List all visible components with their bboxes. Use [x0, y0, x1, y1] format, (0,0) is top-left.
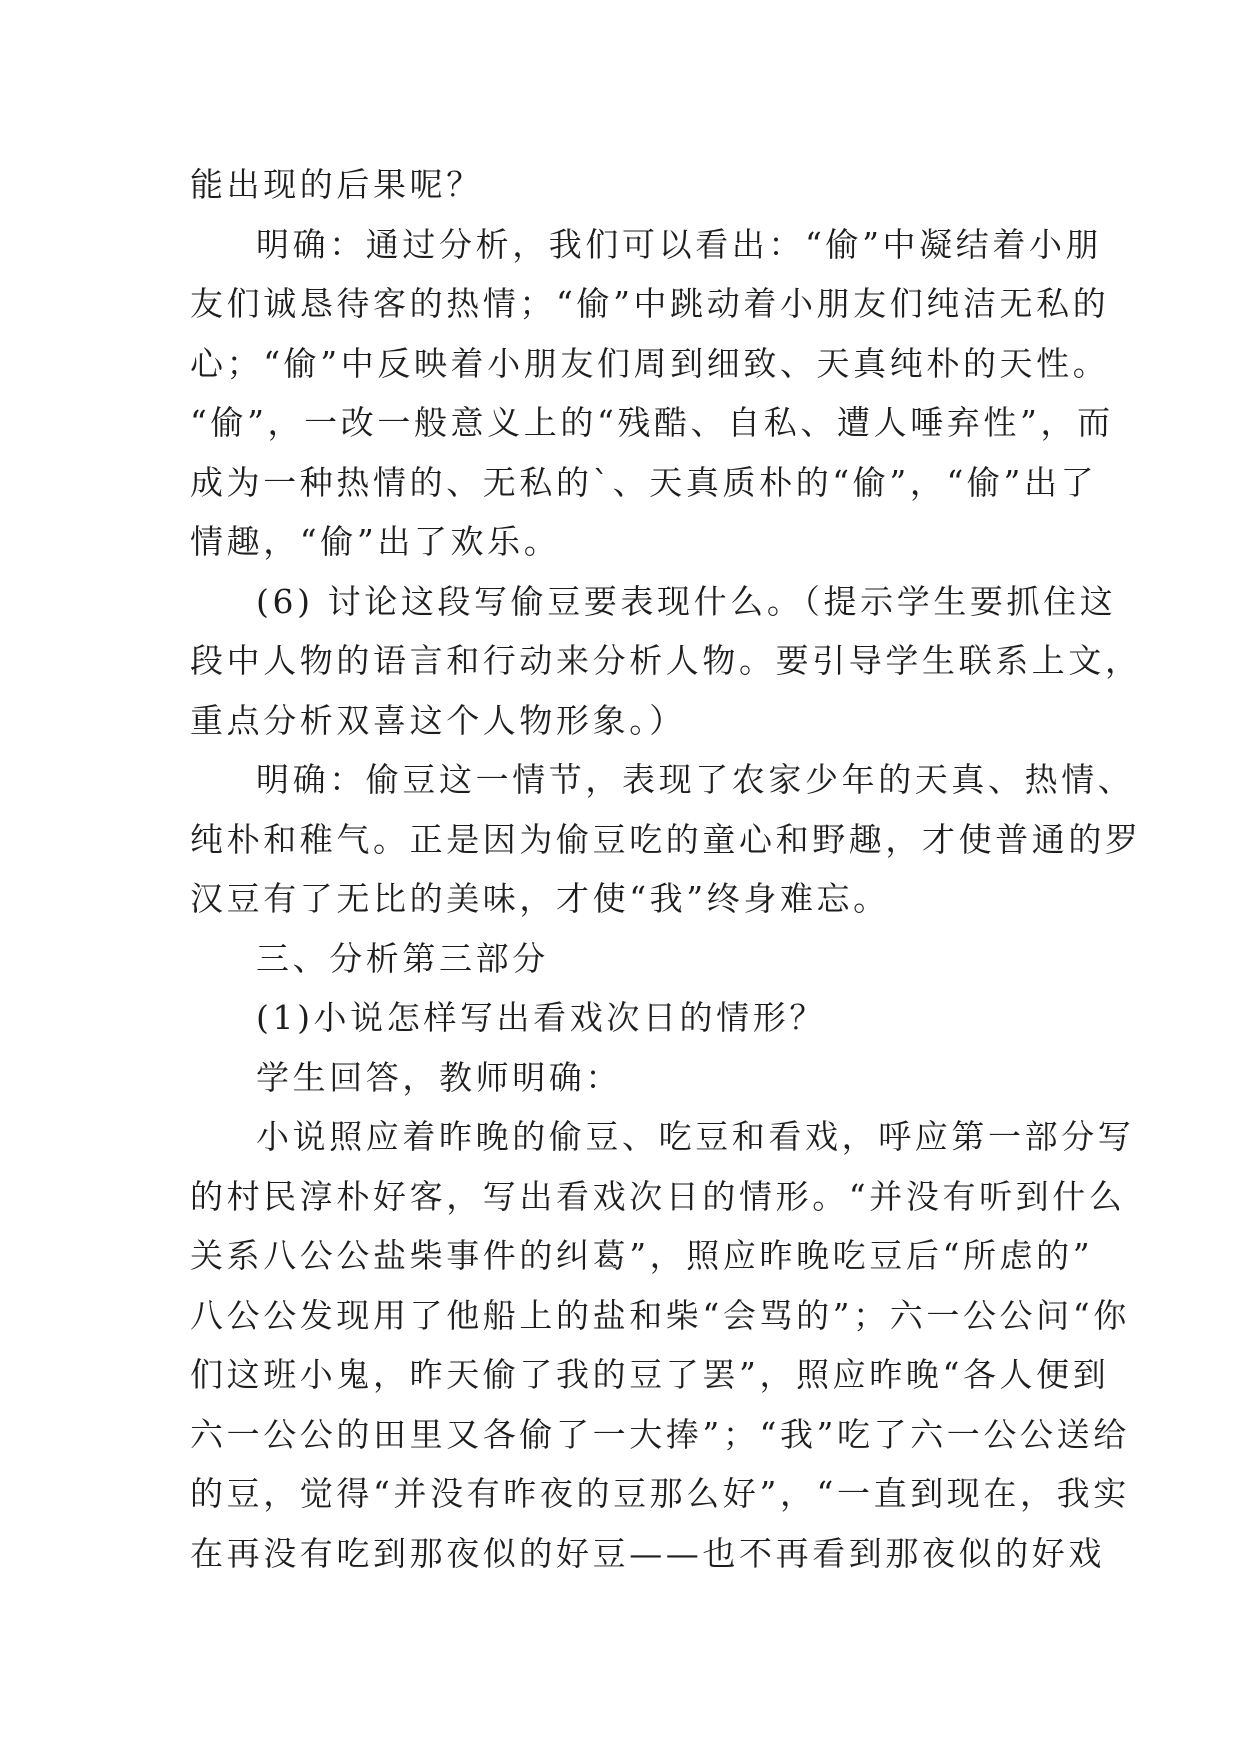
text-line: 们这班小鬼，昨天偷了我的豆了罢”，照应昨晚“各人便到 [190, 1355, 1110, 1394]
text-line: 汉豆有了无比的美味，才使“我”终身难忘。 [190, 879, 890, 918]
text-line: 学生回答，教师明确： [256, 1057, 622, 1097]
text-line: 纯朴和稚气。正是因为偷豆吃的童心和野趣，才使普通的罗 [190, 819, 1142, 859]
text-line: 关系八公公盐柴事件的纠葛”，照应昨晚吃豆后“所虑的” [190, 1236, 1094, 1275]
text-line: 六一公公的田里又各偷了一大捧”；“我”吃了六一公公送给 [190, 1414, 1130, 1454]
text-line: “偷”，一改一般意义上的“残酷、自私、遭人唾弃性”，而 [190, 403, 1114, 442]
text-line: 的村民淳朴好客，写出看戏次日的情形。“并没有听到什么 [190, 1176, 1126, 1216]
text-line: 段中人物的语言和行动来分析人物。要引导学生联系上文， [190, 641, 1142, 680]
section-heading: 三、分析第三部分 [256, 938, 549, 978]
text-line: 在再没有吃到那夜似的好豆——也不再看到那夜似的好戏 [190, 1533, 1105, 1573]
text-line: 情趣，“偷”出了欢乐。 [190, 522, 561, 561]
text-line: 的豆，觉得“并没有昨夜的豆那么好”，“一直到现在，我实 [190, 1474, 1130, 1513]
text-line: 友们诚恳待客的热情；“偷”中跳动着小朋友们纯洁无私的 [190, 284, 1110, 323]
text-line: 小说照应着昨晚的偷豆、吃豆和看戏，呼应第一部分写 [256, 1117, 1135, 1156]
text-line: 成为一种热情的、无私的`、天真质朴的“偷”，“偷”出了 [190, 462, 1098, 502]
text-line: 明确：偷豆这一情节，表现了农家少年的天真、热情、 [256, 760, 1135, 799]
text-line: 能出现的后果呢？ [190, 165, 483, 204]
text-line: (6) 讨论这段写偷豆要表现什么。（提示学生要抓住这 [256, 581, 1117, 621]
text-line: 心；“偷”中反映着小朋友们周到细致、天真纯朴的天性。 [190, 343, 1110, 383]
question-line: (1)小说怎样写出看戏次日的情形？ [256, 998, 826, 1037]
document-body [190, 155, 1142, 1583]
text-line: 八公公发现用了他船上的盐和柴“会骂的”；六一公公问“你 [190, 1295, 1130, 1335]
text-line: 重点分析双喜这个人物形象。） [190, 700, 686, 740]
text-line: 明确：通过分析，我们可以看出：“偷”中凝结着小朋 [256, 224, 1103, 264]
